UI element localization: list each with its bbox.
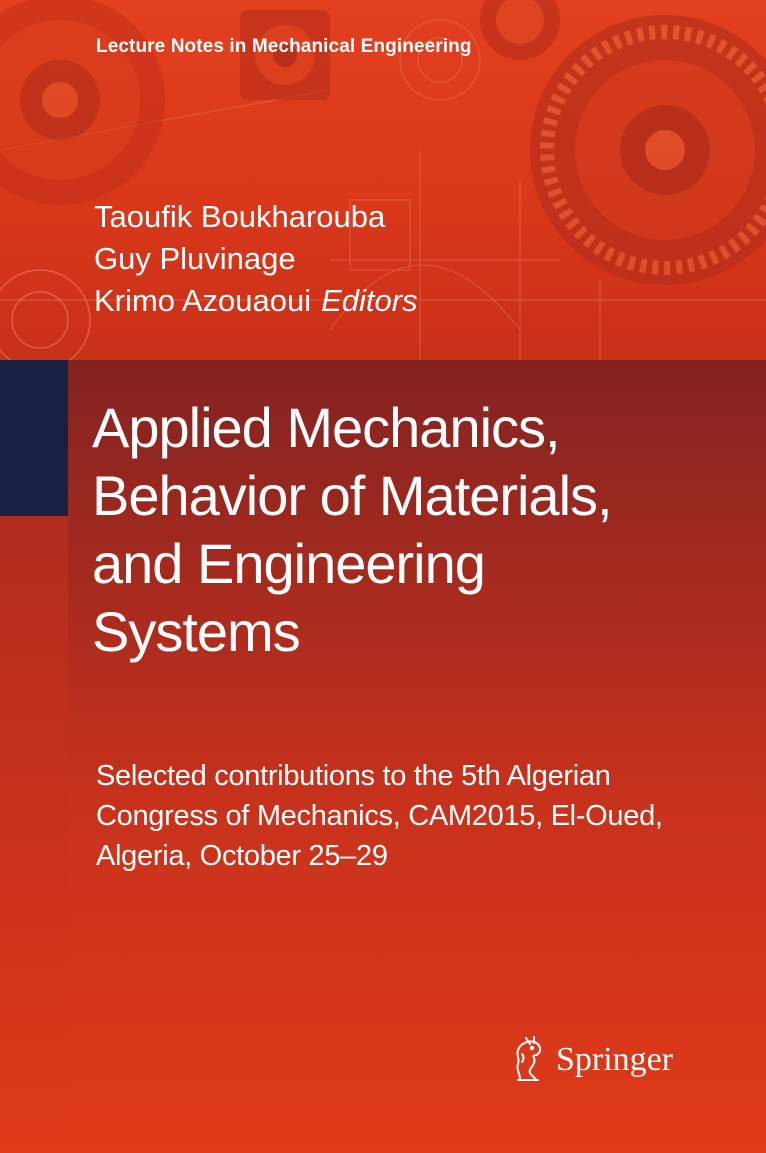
subtitle-line: Selected contributions to the 5th Algerian [96,760,611,792]
editor-name-with-role [94,280,418,322]
publisher-imprint [508,1036,673,1084]
title-line: Systems [92,600,300,663]
book-subtitle [96,756,736,876]
navy-accent-block [0,360,68,516]
title-line: and Engineering [92,532,485,595]
subtitle-line: Algeria, October 25–29 [96,840,388,872]
publisher-name: Springer [556,1041,674,1078]
springer-horse-icon [508,1036,548,1084]
editor-name: Guy Pluvinage [94,241,296,276]
editors-list [94,196,418,322]
series-title: Lecture Notes in Mechanical Engineering [96,36,472,57]
book-title [92,394,752,666]
editor-name: Taoufik Boukharouba [94,199,386,234]
editor-name: Krimo Azouaoui [94,283,312,318]
subtitle-line: Congress of Mechanics, CAM2015, El-Oued, [96,800,663,832]
editors-role-label: Editors [321,283,418,318]
title-line: Applied Mechanics, [92,396,560,459]
title-line: Behavior of Materials, [92,464,612,527]
